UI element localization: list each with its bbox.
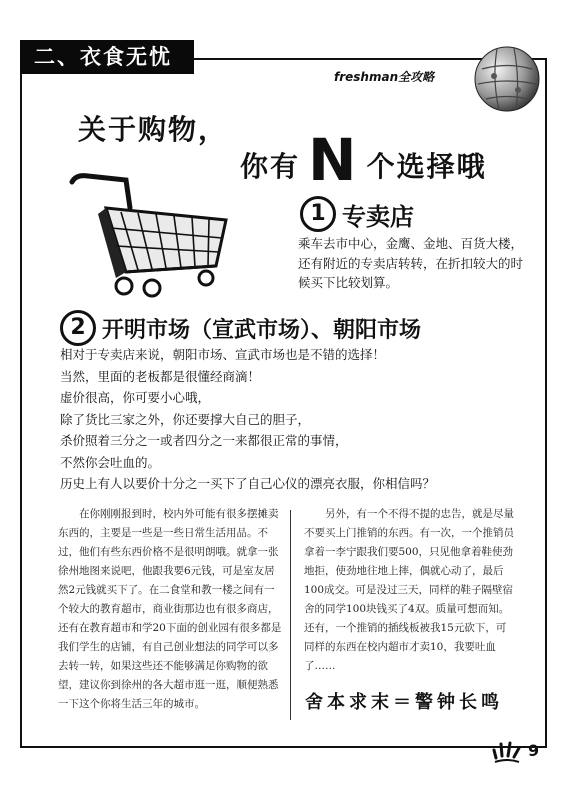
column-divider — [290, 510, 291, 720]
left-column-text: 在你刚刚报到时，校内外可能有很多摆摊卖东西的，主要是一些是一些日常生活用品。不过，他们有些东西价格不是很明朗哦。就拿一张徐州地图来说吧，他跟我要6元钱，可是室友居然2元钱就买下了。在二食堂和教一楼之间有一个较大的教育超市，商业街那边也有很多商店，还有在教育超市和学20下面的创业园有很多都是我们学生的店铺，有自己创业想法的同学可以多去转一转，如果这些还不能够满足你购物的欲望，建议你到徐州的各大超市逛一逛，顺便熟悉一下这个你将生活三年的城市。 — [58, 508, 282, 710]
headline-part2b: 个选择哦 — [366, 150, 487, 183]
headline-part2a: 你有 — [240, 150, 301, 183]
item2-heading — [60, 310, 421, 346]
page-number: 9 — [528, 741, 540, 760]
right-column-text: 另外，有一个不得不提的忠告，就是尽量不要买上门推销的东西。有一次，一个推销员拿着一李宁跟我们要500，只见他拿着鞋使劲地拒，使劲地往地上摔，偶就心动了，最后100成交。可是没过三天，同样的鞋子隔壁宿舍的同学100块钱买了4双。质量可想而知。还有，一个推销的插线板被我15元砍下，可同样的东西在校内超市才卖10，我要吐血了…… — [304, 508, 514, 672]
item2-line: 除了货比三家之外，你还要撑大自己的胆子， — [60, 411, 311, 427]
item2-line: 相对于专卖店来说，朝阳市场、宣武市场也是不错的选择！ — [60, 347, 386, 362]
shopping-cart-icon — [66, 168, 236, 298]
headline-part1: 关于购物， — [78, 113, 229, 146]
headline-big-letter: N — [308, 126, 359, 194]
sparks-icon — [492, 740, 522, 766]
puzzle-globe-icon — [472, 44, 542, 114]
item1-text: 乘车去市中心，金鹰、金地、百货大楼，还有附近的专卖店转转，在折扣较大的时候买下比较划算。 — [298, 236, 524, 290]
item2-title: 开明市场（宣武市场）、朝阳市场 — [102, 317, 422, 343]
item2-line: 杀价照着三分之一或者四分之一来都很正常的事情， — [60, 433, 348, 448]
item1-title: 专卖店 — [342, 202, 414, 231]
item1-number-badge: 1 — [300, 196, 336, 232]
motto: 舍本求末＝警钟长鸣 — [305, 692, 503, 713]
item2-line: 不然你会吐血的。 — [60, 454, 161, 470]
series-tag: freshman全攻略 — [334, 70, 435, 84]
section-tab: 二、衣食无忧 — [20, 40, 194, 74]
item1-heading — [300, 196, 414, 232]
headline-part2 — [240, 126, 487, 194]
item2-line: 当然，里面的老板都是很懂经商滴！ — [60, 368, 261, 384]
item2-lines — [60, 344, 530, 495]
item2-line: 虚价很高，你可要小心哦， — [60, 390, 211, 405]
item2-number-badge: 2 — [60, 310, 96, 346]
item2-line: 历史上有人以要价十分之一买下了自己心仪的漂亮衣服，你相信吗？ — [60, 476, 436, 491]
